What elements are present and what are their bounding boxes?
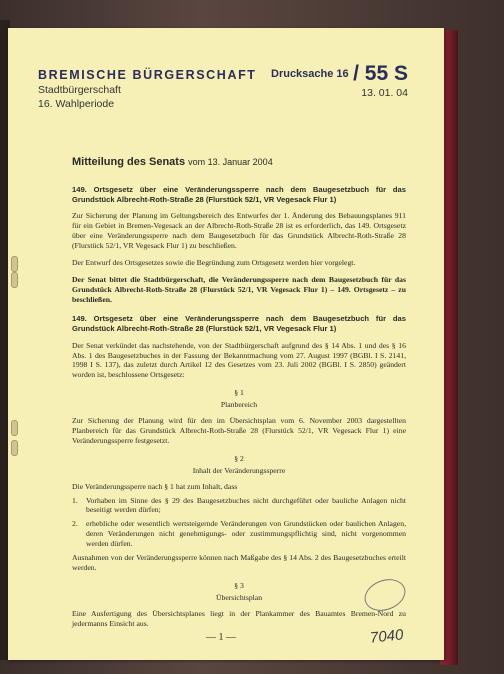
paragraph-title: Inhalt der Veränderungssperre [192,465,286,475]
communication-heading: Mitteilung des Senats [72,156,186,168]
paragraph-text: Ausnahmen von der Veränderungssperre können nach Maßgabe des § 14 Abs. 2 des Baugesetzbuches erteilt werden. [72,553,406,572]
paragraph-title: Planbereich [220,400,258,410]
paragraph-number: § 3 [234,580,244,590]
list-item [72,496,406,516]
page-number: — 1 — [206,632,236,643]
list-item [72,519,406,549]
document-body [72,185,406,635]
senate-request: Der Senat bittet die Stadtbürgerschaft, die Veränderungssperre nach dem Baugesetzbuch für das Grundstück Albrecht-Roth-Straße 28 (Flurstück 52/1, VR Vegesack Flur 1) – 149. Ortsgesetz – zu beschließen. [72,274,406,304]
drucksache-label: Drucksache 16 [271,68,349,80]
punch-hole [11,256,18,272]
section1-paragraph: Der Entwurf des Ortsgesetzes sowie die Begründung zum Ortsgesetz werden hier vorgelegt. [72,257,356,267]
list-item-number: 2. [72,519,78,529]
list-item-text: erhebliche oder wesentlich wertsteigernde Veränderungen von Grundstücken oder baulichen Anlagen, deren Veränderungen nicht genehmigungs- oder zustimmungspflichtig sind, nicht vorgenommen werden dürfen. [86,519,406,549]
legislative-period: 16. Wahlperiode [38,98,115,110]
punch-hole [11,272,18,288]
communication-title [72,156,273,168]
paragraph-text: Eine Ausfertigung des Übersichtsplanes liegt in der Plankammer des Bauamtes Bremen-Nord zu jedermanns Einsicht aus. [72,608,406,628]
punch-hole [11,440,18,456]
document-reference [271,62,408,99]
handwritten-annotation: 7040 [369,626,405,647]
document-page [8,28,444,660]
chamber-name: Stadtbürgerschaft [38,84,121,96]
document-date: 13. 01. 04 [361,87,408,99]
punch-hole [11,420,18,436]
paragraph-number: § 1 [234,388,244,398]
list-item-number: 1. [72,495,78,505]
paragraph-title: Übersichtsplan [215,592,263,602]
section1-paragraph: Zur Sicherung der Planung im Geltungsbereich des Entwurfes der 1. Änderung des Bebauungsplanes 911 für ein Gebiet in Bremen-Vegesack an der Albrecht-Roth-Straße 28 ist es erforderlich, das 149. Ortsgesetz über eine Veränderungssperre nach dem Baugesetzbuch für das Grundstück Albrecht-Roth-Straße 28 (Flurstück 52/1, VR Vegesack Flur 1) zu beschließen. [72,211,406,250]
section2-heading: 149. Ortsgesetz über eine Veränderungssperre nach dem Baugesetzbuch für das Grundstück Albrecht-Roth-Straße 28 (Flurstück 52/1, VR Vegesack Flur 1) [72,314,406,334]
letterhead [38,68,257,110]
paragraph-text: Die Veränderungssperre nach § 1 hat zum Inhalt, dass [72,481,238,491]
list-item-text: Vorhaben im Sinne des § 29 des Baugesetzbuches nicht durchgeführt oder bauliche Anlagen nicht beseitigt werden dürfen; [86,495,406,515]
communication-date: vom 13. Januar 2004 [188,157,273,167]
drucksache-number: / 55 S [353,62,408,85]
organization-name: BREMISCHE BÜRGERSCHAFT [38,68,257,82]
section1-heading: 149. Ortsgesetz über eine Veränderungssperre nach dem Baugesetzbuch für das Grundstück Albrecht-Roth-Straße 28 (Flurstück 52/1, VR Vegesack Flur 1) [72,185,406,204]
paragraph-text: Zur Sicherung der Planung wird für den im Übersichtsplan vom 6. November 2003 dargestellten Planbereich für das Grundstück Albrecht-Roth-Straße 28 (Flurstück 52/1, VR Vegesack Flur 1) eine Veränderungssperre festgesetzt. [72,416,406,445]
paragraph-number: § 2 [234,453,244,463]
section2-intro: Der Senat verkündet das nachstehende, von der Stadtbürgerschaft aufgrund des § 14 Abs. 1 und des § 16 Abs. 1 des Baugesetzbuches in der Fassung der Bekanntmachung vom 27. August 1997 (BGBl. I S. 2141, 1998 I S. 137), das zuletzt durch Artikel 12 des Gesetzes vom 23. Juli 2002 (BGBl. I S. 2850) geändert worden ist, beschlossene Ortsgesetz: [72,340,406,380]
